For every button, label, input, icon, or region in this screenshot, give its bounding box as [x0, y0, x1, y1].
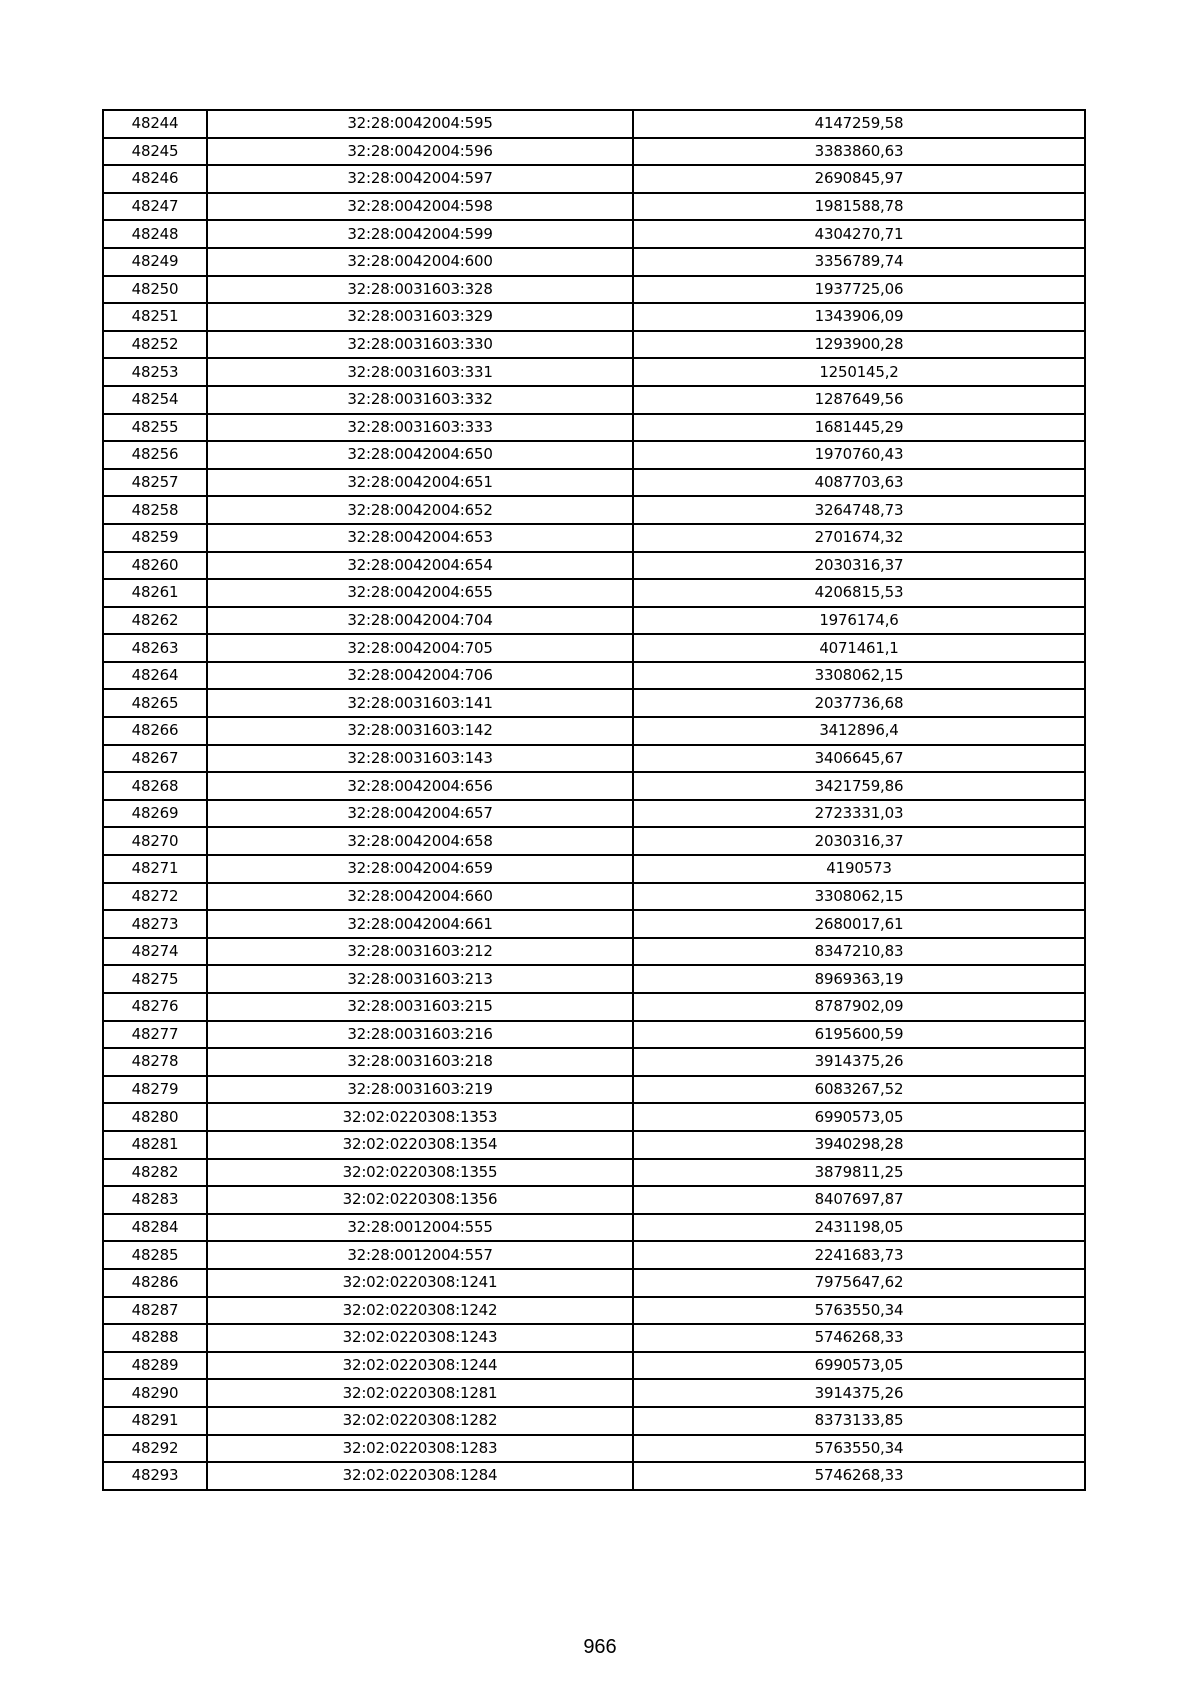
- cadastral-number-cell: 32:28:0031603:213: [207, 965, 633, 993]
- row-number-cell: 48278: [103, 1048, 207, 1076]
- table-row: [103, 552, 1085, 580]
- row-number-cell: 48250: [103, 276, 207, 304]
- value-cell: 4206815,53: [633, 579, 1085, 607]
- cadastral-number-cell: 32:28:0042004:599: [207, 220, 633, 248]
- value-cell: 3356789,74: [633, 248, 1085, 276]
- value-cell: 2030316,37: [633, 827, 1085, 855]
- cadastral-number-cell: 32:28:0042004:658: [207, 827, 633, 855]
- table-row: [103, 634, 1085, 662]
- value-cell: 2431198,05: [633, 1214, 1085, 1242]
- value-cell: 3308062,15: [633, 662, 1085, 690]
- table-row: [103, 910, 1085, 938]
- cadastral-number-cell: 32:28:0042004:660: [207, 883, 633, 911]
- table-row: [103, 1076, 1085, 1104]
- table-row: [103, 993, 1085, 1021]
- value-cell: 3421759,86: [633, 772, 1085, 800]
- value-cell: 5746268,33: [633, 1324, 1085, 1352]
- table-row: [103, 303, 1085, 331]
- row-number-cell: 48264: [103, 662, 207, 690]
- row-number-cell: 48267: [103, 745, 207, 773]
- value-cell: 2723331,03: [633, 800, 1085, 828]
- value-cell: 6990573,05: [633, 1352, 1085, 1380]
- row-number-cell: 48262: [103, 607, 207, 635]
- cadastral-number-cell: 32:28:0042004:652: [207, 496, 633, 524]
- row-number-cell: 48286: [103, 1269, 207, 1297]
- row-number-cell: 48270: [103, 827, 207, 855]
- cadastral-number-cell: 32:28:0012004:555: [207, 1214, 633, 1242]
- row-number-cell: 48253: [103, 358, 207, 386]
- table-row: [103, 386, 1085, 414]
- row-number-cell: 48244: [103, 110, 207, 138]
- cadastral-number-cell: 32:28:0042004:659: [207, 855, 633, 883]
- row-number-cell: 48256: [103, 441, 207, 469]
- value-cell: 3879811,25: [633, 1159, 1085, 1187]
- table-row: [103, 938, 1085, 966]
- value-cell: 1681445,29: [633, 414, 1085, 442]
- table-row: [103, 1435, 1085, 1463]
- value-cell: 3406645,67: [633, 745, 1085, 773]
- row-number-cell: 48276: [103, 993, 207, 1021]
- cadastral-number-cell: 32:02:0220308:1244: [207, 1352, 633, 1380]
- cadastral-number-cell: 32:28:0031603:215: [207, 993, 633, 1021]
- row-number-cell: 48274: [103, 938, 207, 966]
- data-table: [102, 109, 1086, 1491]
- row-number-cell: 48245: [103, 138, 207, 166]
- row-number-cell: 48255: [103, 414, 207, 442]
- cadastral-number-cell: 32:28:0042004:596: [207, 138, 633, 166]
- value-cell: 4087703,63: [633, 469, 1085, 497]
- row-number-cell: 48251: [103, 303, 207, 331]
- cadastral-number-cell: 32:28:0042004:655: [207, 579, 633, 607]
- table-row: [103, 800, 1085, 828]
- row-number-cell: 48259: [103, 524, 207, 552]
- cadastral-number-cell: 32:28:0031603:329: [207, 303, 633, 331]
- cadastral-number-cell: 32:28:0042004:653: [207, 524, 633, 552]
- table-row: [103, 248, 1085, 276]
- table-row: [103, 1407, 1085, 1435]
- value-cell: 3940298,28: [633, 1131, 1085, 1159]
- cadastral-number-cell: 32:28:0031603:141: [207, 689, 633, 717]
- cadastral-number-cell: 32:28:0031603:333: [207, 414, 633, 442]
- row-number-cell: 48292: [103, 1435, 207, 1463]
- value-cell: 4071461,1: [633, 634, 1085, 662]
- table-row: [103, 883, 1085, 911]
- value-cell: 2690845,97: [633, 165, 1085, 193]
- value-cell: 5746268,33: [633, 1462, 1085, 1490]
- row-number-cell: 48282: [103, 1159, 207, 1187]
- table-row: [103, 607, 1085, 635]
- cadastral-number-cell: 32:02:0220308:1243: [207, 1324, 633, 1352]
- cadastral-number-cell: 32:28:0031603:328: [207, 276, 633, 304]
- table-row: [103, 496, 1085, 524]
- row-number-cell: 48248: [103, 220, 207, 248]
- cadastral-number-cell: 32:28:0031603:331: [207, 358, 633, 386]
- cadastral-number-cell: 32:28:0031603:219: [207, 1076, 633, 1104]
- cadastral-number-cell: 32:02:0220308:1242: [207, 1297, 633, 1325]
- table-row: [103, 220, 1085, 248]
- row-number-cell: 48258: [103, 496, 207, 524]
- row-number-cell: 48291: [103, 1407, 207, 1435]
- cadastral-number-cell: 32:28:0031603:330: [207, 331, 633, 359]
- value-cell: 1343906,09: [633, 303, 1085, 331]
- value-cell: 4147259,58: [633, 110, 1085, 138]
- value-cell: 3308062,15: [633, 883, 1085, 911]
- table-row: [103, 717, 1085, 745]
- cadastral-number-cell: 32:02:0220308:1354: [207, 1131, 633, 1159]
- table-row: [103, 1021, 1085, 1049]
- value-cell: 1981588,78: [633, 193, 1085, 221]
- table-row: [103, 855, 1085, 883]
- cadastral-number-cell: 32:28:0012004:557: [207, 1241, 633, 1269]
- table-row: [103, 662, 1085, 690]
- cadastral-number-cell: 32:28:0042004:597: [207, 165, 633, 193]
- row-number-cell: 48249: [103, 248, 207, 276]
- table-row: [103, 165, 1085, 193]
- cadastral-number-cell: 32:02:0220308:1241: [207, 1269, 633, 1297]
- table-row: [103, 110, 1085, 138]
- cadastral-number-cell: 32:28:0042004:705: [207, 634, 633, 662]
- cadastral-number-cell: 32:02:0220308:1283: [207, 1435, 633, 1463]
- value-cell: 1293900,28: [633, 331, 1085, 359]
- table-row: [103, 358, 1085, 386]
- table-row: [103, 1103, 1085, 1131]
- table-row: [103, 1131, 1085, 1159]
- value-cell: 5763550,34: [633, 1435, 1085, 1463]
- cadastral-number-cell: 32:28:0042004:595: [207, 110, 633, 138]
- row-number-cell: 48261: [103, 579, 207, 607]
- value-cell: 8787902,09: [633, 993, 1085, 1021]
- row-number-cell: 48290: [103, 1379, 207, 1407]
- row-number-cell: 48260: [103, 552, 207, 580]
- table-row: [103, 1297, 1085, 1325]
- row-number-cell: 48266: [103, 717, 207, 745]
- cadastral-number-cell: 32:28:0042004:661: [207, 910, 633, 938]
- cadastral-number-cell: 32:28:0042004:650: [207, 441, 633, 469]
- table-row: [103, 1214, 1085, 1242]
- cadastral-number-cell: 32:28:0042004:600: [207, 248, 633, 276]
- table-row: [103, 1048, 1085, 1076]
- table-row: [103, 331, 1085, 359]
- row-number-cell: 48265: [103, 689, 207, 717]
- cadastral-number-cell: 32:28:0042004:704: [207, 607, 633, 635]
- cadastral-number-cell: 32:28:0042004:656: [207, 772, 633, 800]
- table-row: [103, 193, 1085, 221]
- value-cell: 3914375,26: [633, 1048, 1085, 1076]
- value-cell: 6990573,05: [633, 1103, 1085, 1131]
- cadastral-number-cell: 32:28:0042004:598: [207, 193, 633, 221]
- value-cell: 3264748,73: [633, 496, 1085, 524]
- cadastral-number-cell: 32:28:0031603:143: [207, 745, 633, 773]
- cadastral-number-cell: 32:28:0042004:651: [207, 469, 633, 497]
- table-row: [103, 276, 1085, 304]
- value-cell: 8347210,83: [633, 938, 1085, 966]
- table-row: [103, 965, 1085, 993]
- value-cell: 6195600,59: [633, 1021, 1085, 1049]
- value-cell: 1970760,43: [633, 441, 1085, 469]
- row-number-cell: 48257: [103, 469, 207, 497]
- page-number: 966: [583, 1636, 617, 1658]
- row-number-cell: 48285: [103, 1241, 207, 1269]
- value-cell: 1287649,56: [633, 386, 1085, 414]
- table-row: [103, 441, 1085, 469]
- value-cell: 8407697,87: [633, 1186, 1085, 1214]
- table-row: [103, 1186, 1085, 1214]
- cadastral-number-cell: 32:28:0042004:706: [207, 662, 633, 690]
- row-number-cell: 48247: [103, 193, 207, 221]
- value-cell: 3412896,4: [633, 717, 1085, 745]
- row-number-cell: 48254: [103, 386, 207, 414]
- row-number-cell: 48284: [103, 1214, 207, 1242]
- value-cell: 2701674,32: [633, 524, 1085, 552]
- table-row: [103, 1324, 1085, 1352]
- table-row: [103, 469, 1085, 497]
- row-number-cell: 48281: [103, 1131, 207, 1159]
- value-cell: 2030316,37: [633, 552, 1085, 580]
- cadastral-number-cell: 32:28:0031603:218: [207, 1048, 633, 1076]
- value-cell: 1976174,6: [633, 607, 1085, 635]
- cadastral-number-cell: 32:02:0220308:1284: [207, 1462, 633, 1490]
- cadastral-number-cell: 32:28:0031603:212: [207, 938, 633, 966]
- value-cell: 5763550,34: [633, 1297, 1085, 1325]
- row-number-cell: 48272: [103, 883, 207, 911]
- cadastral-number-cell: 32:02:0220308:1353: [207, 1103, 633, 1131]
- cadastral-number-cell: 32:02:0220308:1282: [207, 1407, 633, 1435]
- row-number-cell: 48275: [103, 965, 207, 993]
- value-cell: 3914375,26: [633, 1379, 1085, 1407]
- table-row: [103, 1352, 1085, 1380]
- table-row: [103, 579, 1085, 607]
- cadastral-number-cell: 32:28:0031603:216: [207, 1021, 633, 1049]
- value-cell: 1250145,2: [633, 358, 1085, 386]
- table-row: [103, 138, 1085, 166]
- value-cell: 6083267,52: [633, 1076, 1085, 1104]
- table-row: [103, 1379, 1085, 1407]
- table-row: [103, 1159, 1085, 1187]
- row-number-cell: 48279: [103, 1076, 207, 1104]
- row-number-cell: 48283: [103, 1186, 207, 1214]
- row-number-cell: 48246: [103, 165, 207, 193]
- cadastral-number-cell: 32:02:0220308:1356: [207, 1186, 633, 1214]
- table-body: [103, 110, 1085, 1490]
- value-cell: 7975647,62: [633, 1269, 1085, 1297]
- table-row: [103, 1241, 1085, 1269]
- row-number-cell: 48268: [103, 772, 207, 800]
- table-row: [103, 414, 1085, 442]
- table-row: [103, 524, 1085, 552]
- value-cell: 4190573: [633, 855, 1085, 883]
- value-cell: 4304270,71: [633, 220, 1085, 248]
- row-number-cell: 48280: [103, 1103, 207, 1131]
- value-cell: 2241683,73: [633, 1241, 1085, 1269]
- row-number-cell: 48287: [103, 1297, 207, 1325]
- row-number-cell: 48269: [103, 800, 207, 828]
- row-number-cell: 48277: [103, 1021, 207, 1049]
- value-cell: 8969363,19: [633, 965, 1085, 993]
- row-number-cell: 48293: [103, 1462, 207, 1490]
- row-number-cell: 48273: [103, 910, 207, 938]
- cadastral-number-cell: 32:02:0220308:1281: [207, 1379, 633, 1407]
- row-number-cell: 48288: [103, 1324, 207, 1352]
- table-row: [103, 1269, 1085, 1297]
- value-cell: 2680017,61: [633, 910, 1085, 938]
- row-number-cell: 48252: [103, 331, 207, 359]
- value-cell: 8373133,85: [633, 1407, 1085, 1435]
- cadastral-number-cell: 32:28:0042004:654: [207, 552, 633, 580]
- table-row: [103, 745, 1085, 773]
- table-row: [103, 827, 1085, 855]
- row-number-cell: 48263: [103, 634, 207, 662]
- value-cell: 3383860,63: [633, 138, 1085, 166]
- cadastral-number-cell: 32:28:0042004:657: [207, 800, 633, 828]
- cadastral-number-cell: 32:28:0031603:332: [207, 386, 633, 414]
- value-cell: 1937725,06: [633, 276, 1085, 304]
- row-number-cell: 48271: [103, 855, 207, 883]
- table-row: [103, 1462, 1085, 1490]
- row-number-cell: 48289: [103, 1352, 207, 1380]
- cadastral-number-cell: 32:28:0031603:142: [207, 717, 633, 745]
- cadastral-number-cell: 32:02:0220308:1355: [207, 1159, 633, 1187]
- value-cell: 2037736,68: [633, 689, 1085, 717]
- table-row: [103, 772, 1085, 800]
- table-row: [103, 689, 1085, 717]
